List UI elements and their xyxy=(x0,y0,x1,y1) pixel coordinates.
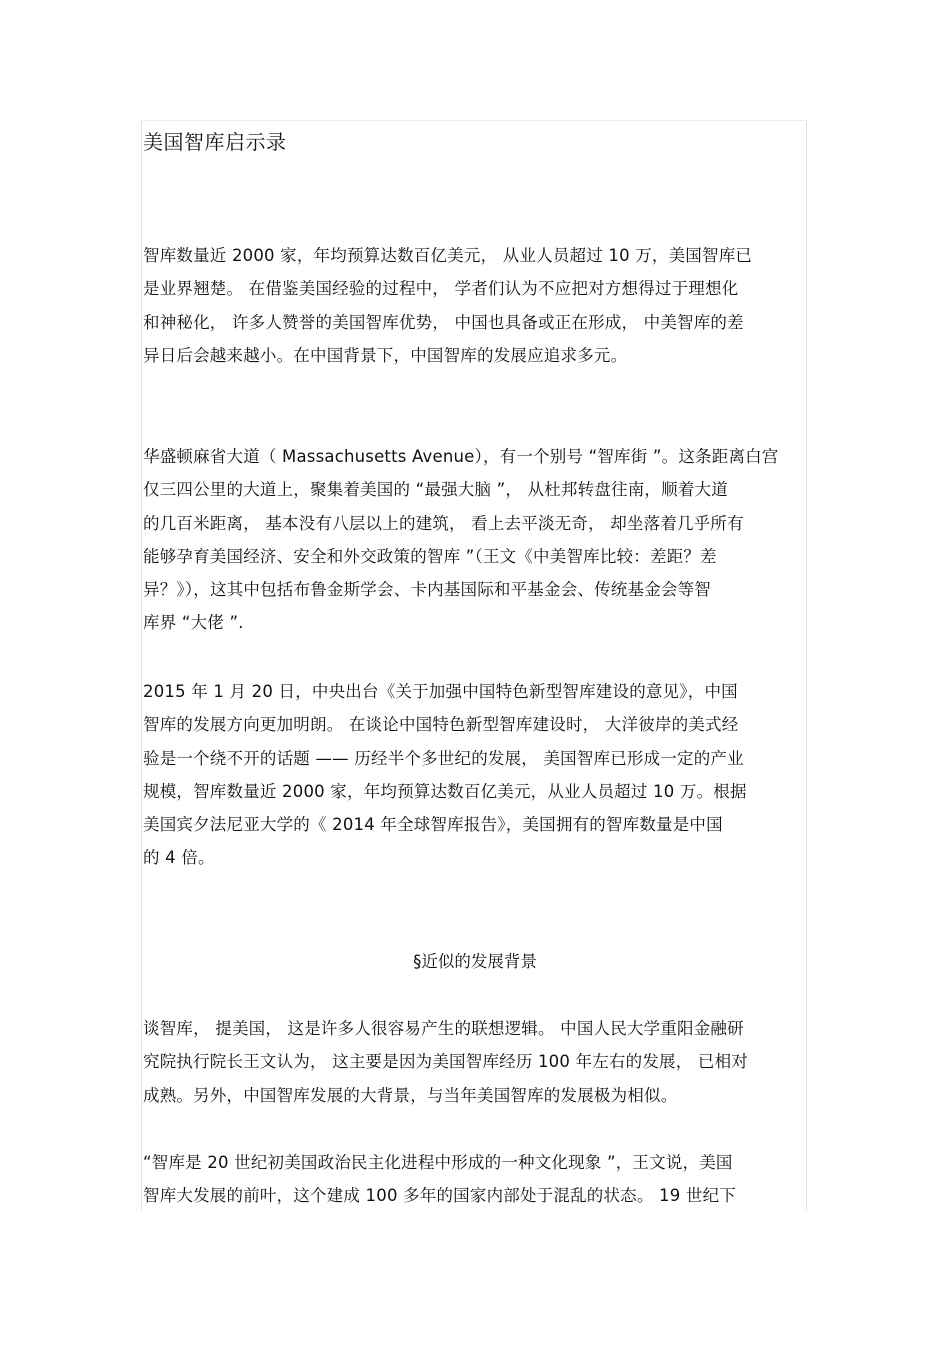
document-title: 美国智库启示录 xyxy=(143,130,287,154)
paragraph-line: 谈智库， 提美国， 这是许多人很容易产生的联想逻辑。 中国人民大学重阳金融研 xyxy=(143,1019,744,1038)
paragraph-line: 智库大发展的前叶，这个建成 100 多年的国家内部处于混乱的状态。 19 世纪下 xyxy=(143,1186,736,1206)
paragraph-line: “智库是 20 世纪初美国政治民主化进程中形成的一种文化现象 ”，王文说，美国 xyxy=(143,1153,733,1172)
paragraph-association xyxy=(143,1012,807,1112)
paragraph-line: 智库数量近 2000 家，年均预算达数百亿美元， 从业人员超过 10 万，美国智库已 xyxy=(143,246,753,265)
paragraph-line: 美国宾夕法尼亚大学的《 2014 年全球智库报告》，美国拥有的智库数量是中国 xyxy=(143,815,723,835)
paragraph-cultural-phenomenon xyxy=(143,1146,807,1213)
paragraph-line: 的 4 倍。 xyxy=(143,848,215,868)
paragraph-line: 究院执行院长王文认为， 这主要是因为美国智库经历 100 年左右的发展， 已相对 xyxy=(143,1052,748,1072)
paragraph-intro xyxy=(143,239,807,372)
paragraph-line: 是业界翘楚。 在借鉴美国经验的过程中， 学者们认为不应把对方想得过于理想化 xyxy=(143,279,739,299)
paragraph-line: 智库的发展方向更加明朗。 在谈论中国特色新型智库建设时， 大洋彼岸的美式经 xyxy=(143,715,739,735)
paragraph-line: 验是一个绕不开的话题 —— 历经半个多世纪的发展， 美国智库已形成一定的产业 xyxy=(143,748,744,768)
paragraph-line: 2015 年 1 月 20 日，中央出台《关于加强中国特色新型智库建设的意见》，中国 xyxy=(143,682,738,701)
paragraph-line: 仅三四公里的大道上，聚集着美国的 “最强大脑 ”， 从杜邦转盘往南，顺着大道 xyxy=(143,480,728,500)
paragraph-line: 异日后会越来越小。在中国背景下，中国智库的发展应追求多元。 xyxy=(143,345,628,365)
paragraph-line: 库界 “大佬 ”. xyxy=(143,613,244,633)
paragraph-line: 规模，智库数量近 2000 家，年均预算达数百亿美元，从业人员超过 10 万。根据 xyxy=(143,781,747,801)
paragraph-line: 和神秘化， 许多人赞誉的美国智库优势， 中国也具备或正在形成， 中美智库的差 xyxy=(143,312,744,332)
paragraph-think-tank-street xyxy=(143,440,807,640)
paragraph-2015-policy xyxy=(143,675,807,875)
paragraph-line: 的几百米距离， 基本没有八层以上的建筑， 看上去平淡无奇， 却坐落着几乎所有 xyxy=(143,513,744,533)
paragraph-line: 华盛顿麻省大道（ Massachusetts Avenue），有一个别号 “智库街 ”。这条距离白宫 xyxy=(143,447,779,466)
paragraph-line: 成熟。另外，中国智库发展的大背景，与当年美国智库的发展极为相似。 xyxy=(143,1085,678,1105)
paragraph-line: 能够孕育美国经济、安全和外交政策的智库 ”（王文《中美智库比较：差距？差 xyxy=(143,546,717,566)
paragraph-line: 异？》），这其中包括布鲁金斯学会、卡内基国际和平基金会、传统基金会等智 xyxy=(143,580,711,600)
section-heading: §近似的发展背景 xyxy=(413,952,537,971)
